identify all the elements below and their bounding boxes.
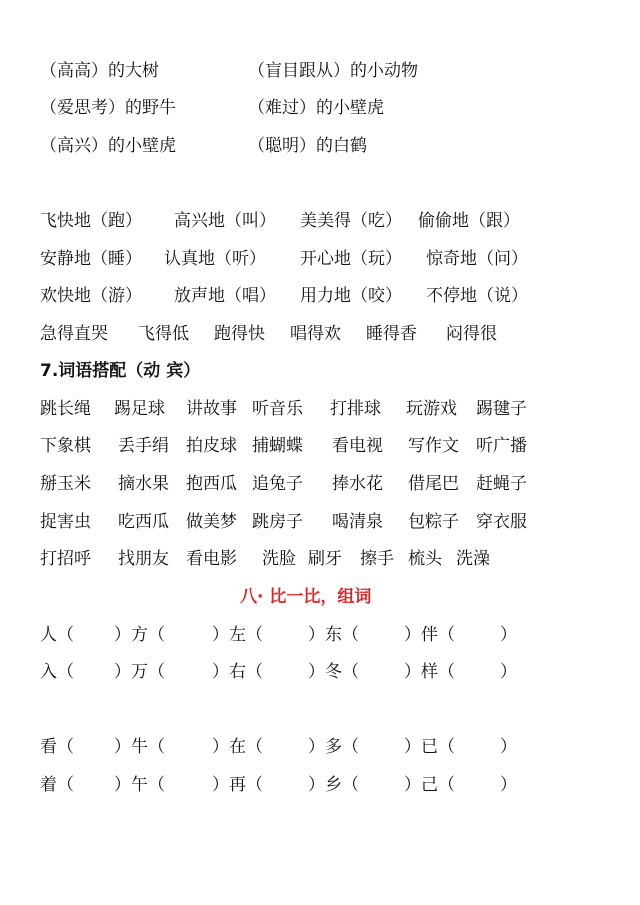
word-row <box>0 394 640 424</box>
phrase: 用力地（咬） <box>300 286 402 306</box>
char-blank: 着（ <box>40 775 74 795</box>
word: 擦手 <box>360 549 394 569</box>
word-row <box>0 544 640 574</box>
word: 包粽子 <box>408 512 459 532</box>
phrase-row <box>0 206 640 236</box>
word: 听音乐 <box>252 399 303 419</box>
word: 摘水果 <box>118 474 169 494</box>
compare-row <box>0 732 640 762</box>
char-blank: ）伴（ <box>404 625 455 645</box>
word: 看电视 <box>332 436 383 456</box>
char-blank: ） <box>500 662 517 682</box>
word: 做美梦 <box>186 512 237 532</box>
word: 听广播 <box>476 436 527 456</box>
word: 捧水花 <box>332 474 383 494</box>
word: 丢手绢 <box>118 436 169 456</box>
word: 拍皮球 <box>186 436 237 456</box>
phrase: 急得直哭 <box>40 324 108 344</box>
word: 吃西瓜 <box>118 512 169 532</box>
char-blank: ）万（ <box>114 662 165 682</box>
word: 洗脸 <box>262 549 296 569</box>
phrase: 睡得香 <box>366 324 417 344</box>
section-heading: 7.词语搭配（动 宾） <box>40 361 201 381</box>
phrase-row <box>0 131 640 161</box>
phrase-row <box>0 244 640 274</box>
phrase-row <box>0 56 640 86</box>
word: 赶蝇子 <box>476 474 527 494</box>
char-blank: ）牛（ <box>114 737 165 757</box>
phrase: 欢快地（游） <box>40 286 142 306</box>
phrase: 放声地（唱） <box>174 286 276 306</box>
char-blank: ）在（ <box>212 737 263 757</box>
word: 洗澡 <box>456 549 490 569</box>
char-blank: 入（ <box>40 662 74 682</box>
word: 捉害虫 <box>40 512 91 532</box>
word: 喝清泉 <box>332 512 383 532</box>
phrase-row <box>0 93 640 123</box>
phrase-row <box>0 319 640 349</box>
word: 下象棋 <box>40 436 91 456</box>
char-blank: ）冬（ <box>308 662 359 682</box>
char-blank: ） <box>500 775 517 795</box>
char-blank: ）乡（ <box>308 775 359 795</box>
char-blank: ）东（ <box>308 625 359 645</box>
section-heading: 八· 比一比，组词 <box>240 587 372 607</box>
char-blank: 人（ <box>40 625 74 645</box>
word: 捕蝴蝶 <box>252 436 303 456</box>
phrase: （高兴）的小壁虎 <box>40 136 176 156</box>
phrase: （难过）的小壁虎 <box>248 98 384 118</box>
phrase: 高兴地（叫） <box>174 211 276 231</box>
word: 踢足球 <box>114 399 165 419</box>
char-blank: ）样（ <box>404 662 455 682</box>
char-blank: ）己（ <box>404 775 455 795</box>
word: 看电影 <box>186 549 237 569</box>
word-row <box>0 507 640 537</box>
word: 玩游戏 <box>406 399 457 419</box>
phrase: 闷得很 <box>446 324 497 344</box>
word: 跳房子 <box>252 512 303 532</box>
word: 踢毽子 <box>476 399 527 419</box>
phrase: 偷偷地（跟） <box>418 211 520 231</box>
phrase: 飞快地（跑） <box>40 211 142 231</box>
phrase: 惊奇地（问） <box>426 249 528 269</box>
word: 打排球 <box>330 399 381 419</box>
word: 掰玉米 <box>40 474 91 494</box>
phrase: （高高）的大树 <box>40 61 159 81</box>
word: 找朋友 <box>118 549 169 569</box>
word: 写作文 <box>408 436 459 456</box>
word: 借尾巴 <box>408 474 459 494</box>
char-blank: ）左（ <box>212 625 263 645</box>
phrase: 唱得欢 <box>290 324 341 344</box>
compare-row <box>0 770 640 800</box>
word: 追兔子 <box>252 474 303 494</box>
char-blank: ）方（ <box>114 625 165 645</box>
section-heading-row <box>0 582 640 612</box>
section-heading-row <box>0 356 640 386</box>
char-blank: ）多（ <box>308 737 359 757</box>
word: 讲故事 <box>186 399 237 419</box>
char-blank: 看（ <box>40 737 74 757</box>
phrase: 跑得快 <box>214 324 265 344</box>
word-row <box>0 431 640 461</box>
phrase: （盲目跟从）的小动物 <box>248 61 418 81</box>
char-blank: ）再（ <box>212 775 263 795</box>
word: 抱西瓜 <box>186 474 237 494</box>
phrase: 飞得低 <box>138 324 189 344</box>
char-blank: ）午（ <box>114 775 165 795</box>
word: 梳头 <box>408 549 442 569</box>
phrase-row <box>0 281 640 311</box>
phrase: 安静地（睡） <box>40 249 142 269</box>
word: 打招呼 <box>40 549 91 569</box>
phrase: 美美得（吃） <box>300 211 402 231</box>
phrase: 认真地（听） <box>164 249 266 269</box>
compare-row <box>0 620 640 650</box>
char-blank: ）已（ <box>404 737 455 757</box>
word: 跳长绳 <box>40 399 91 419</box>
char-blank: ） <box>500 737 517 757</box>
word: 刷牙 <box>308 549 342 569</box>
word-row <box>0 469 640 499</box>
phrase: 不停地（说） <box>426 286 528 306</box>
phrase: 开心地（玩） <box>300 249 402 269</box>
char-blank: ）右（ <box>212 662 263 682</box>
compare-row <box>0 657 640 687</box>
phrase: （聪明）的白鹤 <box>248 136 367 156</box>
phrase: （爱思考）的野牛 <box>40 98 176 118</box>
char-blank: ） <box>500 625 517 645</box>
word: 穿衣服 <box>476 512 527 532</box>
